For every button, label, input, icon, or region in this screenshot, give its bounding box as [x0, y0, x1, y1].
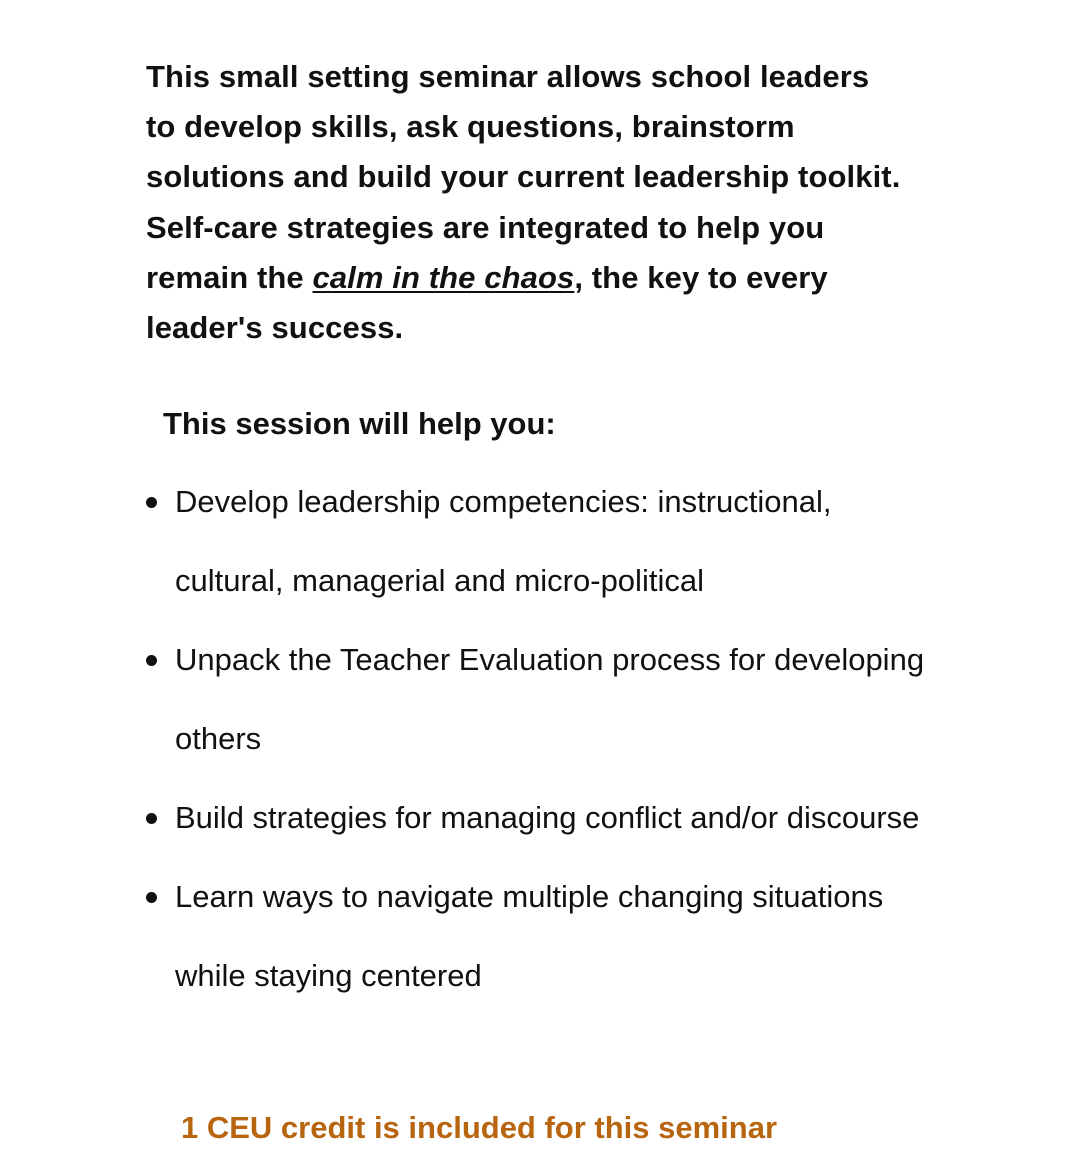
session-benefits-list: [146, 462, 926, 1015]
list-item-text: Unpack the Teacher Evaluation process for developing others: [175, 642, 925, 756]
intro-paragraph: [146, 52, 906, 353]
intro-text-before: This small setting seminar allows school leaders to develop skills, ask questions, brainstorm solutions and build your current leadership toolkit. Self-care strategies are integrated to help you remain the: [146, 59, 901, 295]
bullet-icon: [146, 655, 157, 666]
list-item: [146, 620, 926, 778]
intro-text-after: , the key to every leader's success.: [146, 259, 828, 346]
list-item-text: Develop leadership competencies: instructional, cultural, managerial and micro-political: [175, 484, 832, 598]
session-heading: This session will help you:: [163, 406, 556, 441]
intro-emphasis: calm in the chaos: [312, 259, 575, 295]
list-item: [146, 857, 926, 1015]
bullet-icon: [146, 497, 157, 508]
list-item: [146, 462, 926, 620]
list-item-text: Build strategies for managing conflict and/or discourse: [175, 800, 920, 835]
list-item: [146, 778, 926, 857]
seminar-description: [146, 52, 925, 1145]
bullet-icon: [146, 813, 157, 824]
ceu-credit-note: 1 CEU credit is included for this seminar: [181, 1110, 778, 1145]
list-item-text: Learn ways to navigate multiple changing situations while staying centered: [175, 879, 884, 993]
bullet-icon: [146, 892, 157, 903]
